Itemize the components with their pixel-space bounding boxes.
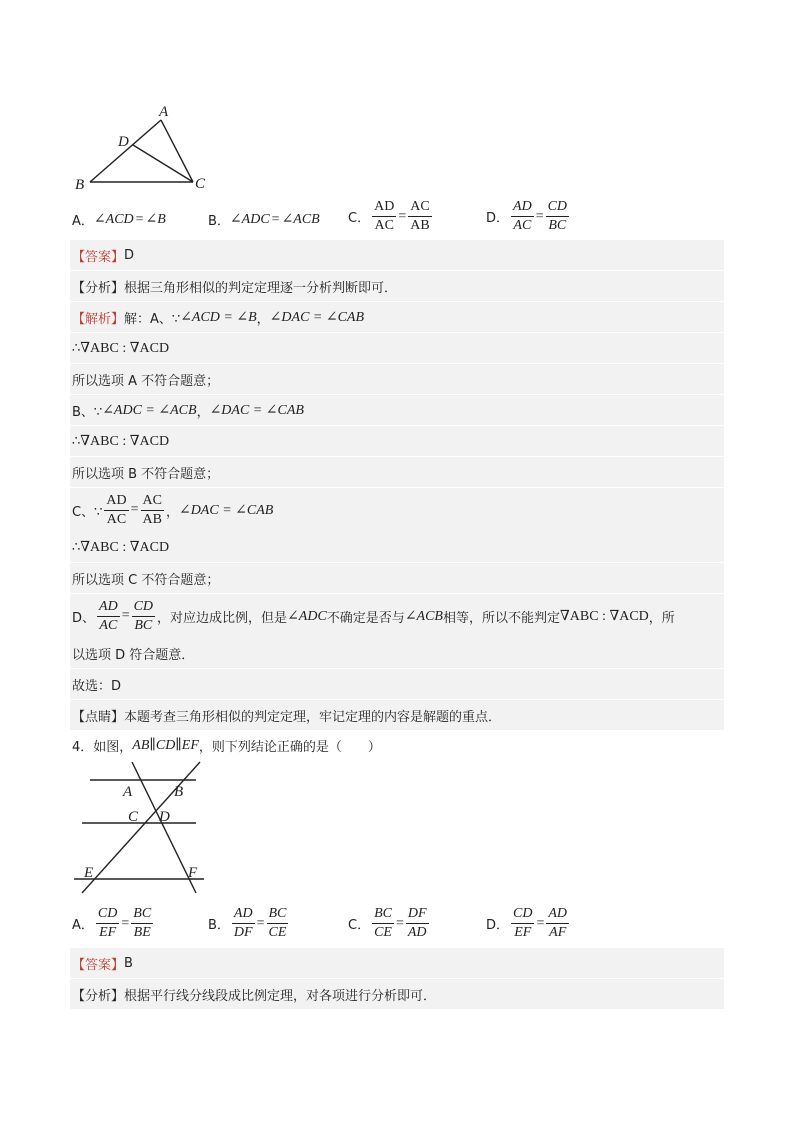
denominator: BC (134, 617, 153, 633)
q3-conclusion-b-row (70, 457, 724, 487)
fraction (131, 907, 153, 940)
option-letter: A． (72, 918, 94, 933)
therefore-sign: ∴ (72, 539, 81, 555)
denominator: AC (513, 218, 532, 233)
option-letter: B． (208, 214, 230, 229)
denominator: AB (142, 511, 162, 527)
q4-option-c (348, 907, 431, 940)
solution-expr: ∠DAC = ∠CAB (178, 502, 274, 518)
fraction (104, 494, 128, 527)
analysis-tag: 【分析】 (72, 280, 125, 296)
solution-text: C、∵ (72, 504, 103, 520)
denominator: BC (548, 218, 567, 233)
solution-text: 相等，所以不能判定 (442, 610, 560, 626)
q3-solution-b-row (70, 395, 724, 425)
segment-ab (90, 120, 161, 182)
question-math: AB∥CD∥EF (132, 737, 199, 753)
q3-option-c (348, 200, 434, 233)
denominator: CE (374, 925, 392, 940)
solution-text: D、 (72, 610, 96, 626)
solution-tag: 【解析】 (72, 311, 125, 327)
denominator: EF (514, 925, 532, 940)
fraction (406, 907, 429, 940)
denominator: AC (99, 617, 118, 633)
denominator: AC (106, 511, 127, 527)
q3-solution-c-row (70, 488, 724, 532)
option-letter: C． (348, 918, 371, 933)
numerator: CD (546, 200, 569, 217)
label-a: A (159, 104, 169, 120)
option-letter: A． (72, 214, 94, 229)
q3-similar-b-row (70, 426, 724, 456)
option-letter: C． (348, 211, 371, 226)
numerator: BC (267, 907, 289, 924)
q4-stem (70, 730, 724, 760)
numerator: AD (232, 907, 255, 924)
fraction (141, 494, 164, 527)
numerator: AC (408, 200, 431, 217)
solution-expr: ∠DAC = ∠CAB (269, 309, 365, 325)
answer-tag: 【答案】 (72, 249, 125, 265)
numerator: CD (132, 600, 155, 617)
solution-text: 以选项 D 符合题意． (72, 647, 195, 663)
solution-expr: ∠ACD = ∠B (180, 309, 257, 325)
similar-expr: ∇ABC : ∇ACD (80, 433, 170, 449)
q3-answer-row (70, 240, 724, 270)
analysis-tag: 【分析】 (72, 988, 125, 1004)
option-expr-left: ∠ACD (93, 212, 134, 227)
fraction (232, 907, 255, 940)
equals-sign: = (121, 608, 130, 623)
denominator: AD (407, 925, 427, 940)
solution-expr: ∠DAC = ∠CAB (209, 402, 304, 418)
q3-comment-row (70, 700, 724, 730)
comment-text: 本题考查三角形相似的判定定理，牢记定理的内容是解题的重点． (124, 709, 502, 725)
numerator: BC (372, 907, 394, 924)
denominator: DF (233, 925, 253, 940)
comment-tag: 【点睛】 (72, 709, 125, 725)
label-b: B (75, 177, 85, 193)
fraction (546, 907, 569, 940)
option-expr-right: ∠ACB (281, 212, 320, 227)
option-letter: D． (486, 211, 510, 226)
conclusion-text: 所以选项 C 不符合题意； (72, 572, 220, 588)
equals-sign: = (271, 211, 280, 227)
denominator: EF (99, 925, 117, 940)
answer-value: D (124, 247, 135, 263)
solution-expr: ∠ADC = ∠ACB (102, 402, 197, 418)
q3-solution-d-line2 (70, 638, 724, 668)
denominator: AB (410, 218, 430, 233)
equals-sign: = (395, 915, 404, 931)
fraction (408, 200, 431, 233)
final-answer: 故选：D (72, 678, 122, 694)
numerator: BC (131, 907, 153, 924)
solution-text: ， (165, 504, 179, 520)
label-d: D (118, 134, 129, 150)
label-a: A (123, 784, 133, 800)
label-f: F (188, 865, 198, 881)
numerator: AD (511, 200, 534, 217)
equals-sign: = (130, 502, 139, 517)
label-c: C (128, 809, 139, 825)
answer-value: B (124, 955, 133, 971)
q4-option-b (208, 907, 290, 940)
equals-sign: = (121, 915, 130, 931)
label-b: B (174, 784, 184, 800)
fraction (267, 907, 289, 940)
equals-sign: = (536, 915, 545, 931)
analysis-text: 根据平行线分线段成比例定理，对各项进行分析即可． (124, 988, 437, 1004)
option-expr-right: ∠B (145, 212, 166, 227)
q3-conclusion-c-row (70, 563, 724, 593)
conclusion-text: 所以选项 B 不符合题意； (72, 466, 220, 482)
q3-option-b (208, 210, 320, 229)
similar-expr: ∇ABC : ∇ACD (560, 608, 649, 624)
option-letter: B． (208, 918, 230, 933)
numerator: CD (96, 907, 119, 924)
fraction (372, 200, 396, 233)
solution-expr: ∠ADC (287, 608, 327, 624)
therefore-sign: ∴ (72, 433, 81, 449)
conclusion-text: 所以选项 A 不符合题意； (72, 373, 220, 389)
fraction (132, 600, 155, 633)
denominator: AC (374, 218, 394, 233)
similar-expr: ∇ABC : ∇ACD (80, 539, 170, 555)
option-expr-left: ∠ADC (229, 212, 270, 227)
solution-text: ，对应边成比例，但是 (157, 610, 288, 626)
q4-answer-row (70, 948, 724, 978)
q3-solution-a-row (70, 302, 724, 332)
option-letter: D． (486, 918, 510, 933)
solution-text: 不确定是否与 (326, 610, 405, 626)
denominator: CE (268, 925, 287, 940)
numerator: DF (406, 907, 429, 924)
numerator: AC (141, 494, 164, 511)
fraction (372, 907, 394, 940)
q4-analysis-row (70, 979, 724, 1009)
solution-text: ，所 (648, 610, 675, 626)
equals-sign: = (398, 208, 407, 224)
q4-option-d (486, 907, 571, 940)
solution-expr: ∠ACB (404, 608, 443, 624)
numerator: AD (372, 200, 396, 217)
therefore-sign: ∴ (72, 340, 81, 356)
q3-option-a (72, 210, 166, 229)
fraction (96, 907, 119, 940)
fraction (97, 600, 120, 633)
solution-text: ， (196, 404, 210, 420)
question-prefix: 4．如图， (72, 739, 133, 755)
denominator: AF (549, 925, 567, 940)
fraction (511, 200, 534, 233)
fraction (511, 907, 534, 940)
label-e: E (84, 865, 94, 881)
equals-sign: = (135, 211, 144, 227)
analysis-text: 根据三角形相似的判定定理逐一分析判断即可． (124, 280, 398, 296)
label-c: C (195, 176, 206, 192)
q3-analysis-row (70, 271, 724, 301)
parallel-lines-figure (70, 760, 210, 900)
label-d: D (159, 809, 170, 825)
solution-text: B、∵ (72, 404, 103, 420)
fraction (546, 200, 569, 233)
numerator: AD (104, 494, 128, 511)
numerator: AD (97, 600, 120, 617)
q3-conclusion-a-row (70, 364, 724, 394)
q3-solution-d-row (70, 594, 724, 638)
q3-similar-a-row (70, 333, 724, 363)
q3-option-d (486, 200, 571, 233)
numerator: CD (511, 907, 534, 924)
q3-final-row (70, 669, 724, 699)
question-suffix: ，则下列结论正确的是（ ） (198, 739, 381, 755)
q4-option-a (72, 907, 155, 940)
numerator: AD (546, 907, 569, 924)
q3-similar-c-row (70, 532, 724, 562)
solution-text: 解：A、∵ (124, 311, 181, 327)
equals-sign: = (535, 208, 544, 224)
similar-expr: ∇ABC : ∇ACD (80, 340, 170, 356)
answer-tag: 【答案】 (72, 957, 125, 973)
solution-text: ， (256, 311, 270, 327)
equals-sign: = (256, 915, 265, 931)
triangle-figure (70, 98, 220, 194)
denominator: BE (133, 925, 151, 940)
